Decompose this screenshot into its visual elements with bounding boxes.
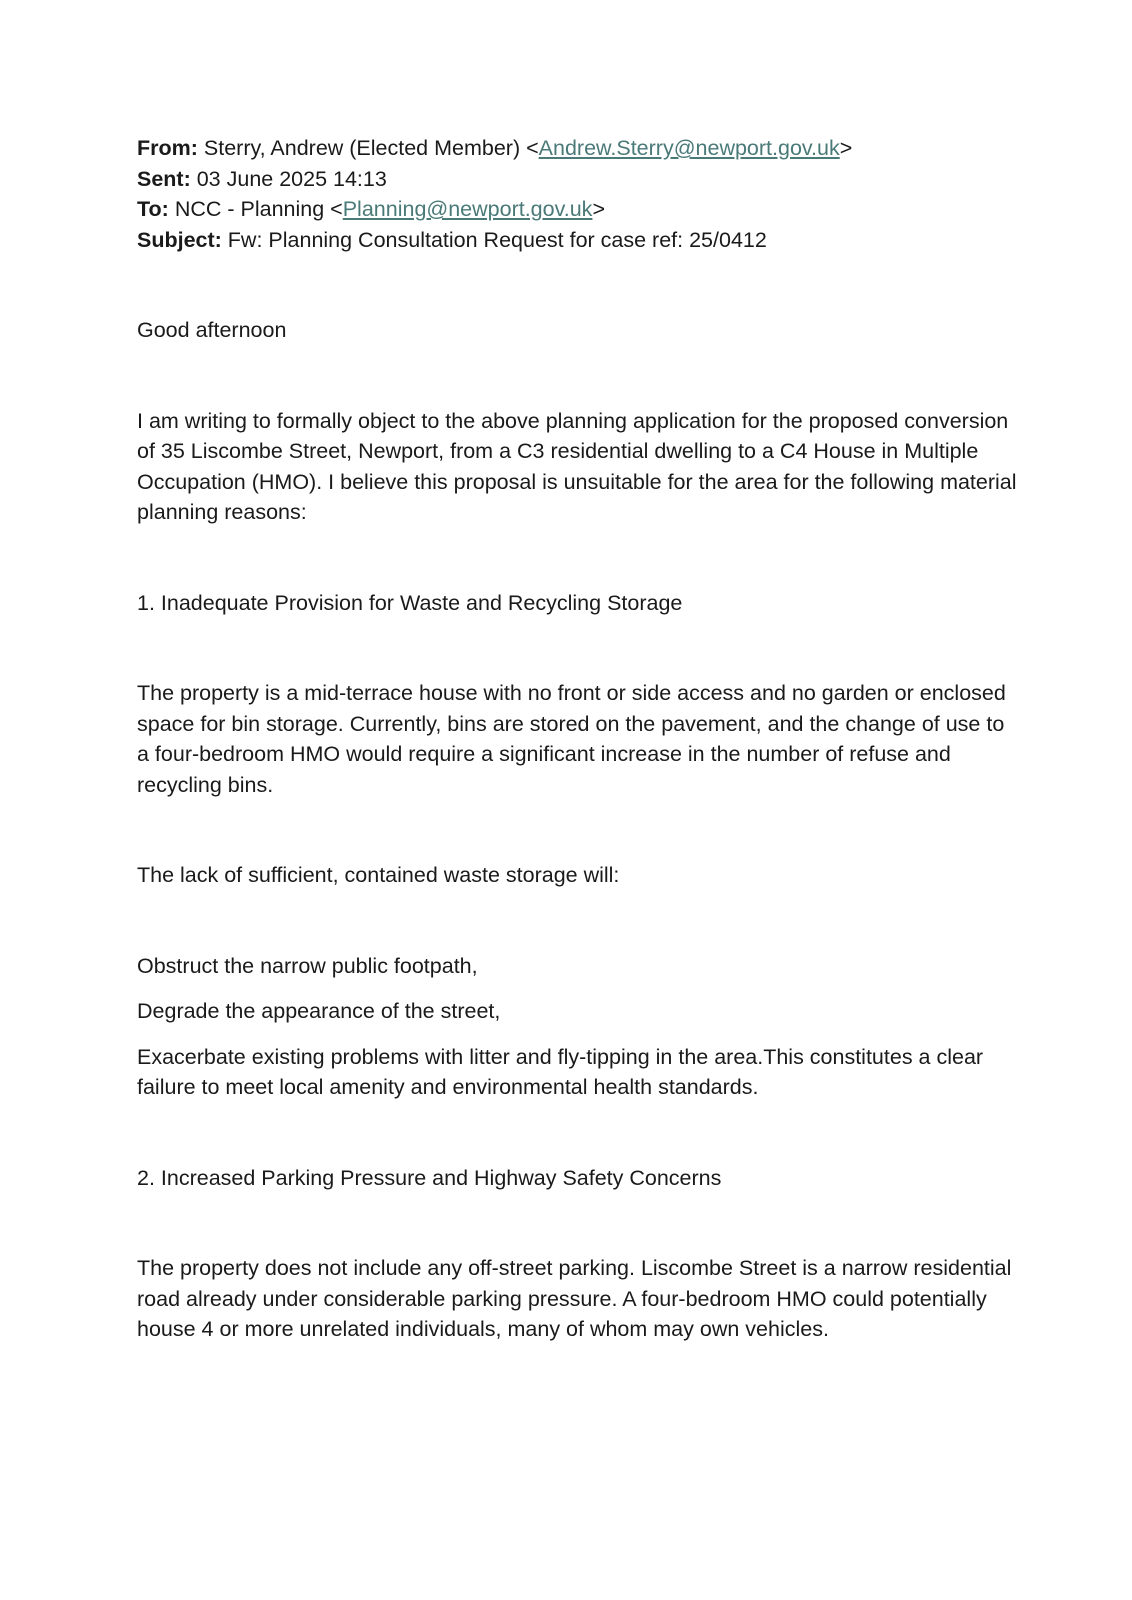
- section-1-lack-statement: The lack of sufficient, contained waste storage will:: [137, 863, 620, 887]
- list-item: Exacerbate existing problems with litter and fly-tipping in the area.This constitutes a clear failure to meet local amenity and environmental health standards.: [137, 1044, 984, 1099]
- subject-value: Fw: Planning Consultation Request for case ref: 25/0412: [221, 227, 767, 252]
- from-close: >: [839, 136, 853, 160]
- to-email-link[interactable]: Planning@newport.gov.uk: [342, 197, 593, 221]
- sent-line: [137, 164, 1017, 195]
- to-line: [137, 194, 1017, 225]
- to-close: >: [592, 197, 605, 221]
- sent-label: Sent:: [137, 166, 191, 191]
- from-email-link[interactable]: Andrew.Sterry@newport.gov.uk: [538, 136, 840, 160]
- email-header: [137, 133, 1017, 255]
- section-2-paragraph: The property does not include any off-street parking. Liscombe Street is a narrow residential road already under considerable parking pressure. A four-bedroom HMO could potentially house 4 or more unrelated individuals, many of whom may own vehicles.: [137, 1256, 1012, 1341]
- from-label: From:: [137, 136, 198, 160]
- list-item: Degrade the appearance of the street,: [137, 999, 501, 1023]
- sent-value: 03 June 2025 14:13: [190, 166, 387, 191]
- subject-line: [137, 225, 1017, 256]
- intro-paragraph: I am writing to formally object to the above planning application for the proposed conversion of 35 Liscombe Street, Newport, from a C3 residential dwelling to a C4 House in Multiple Occupation (HMO). I believe this proposal is unsuitable for the area for the following material planning reasons:: [137, 408, 1017, 524]
- section-2-heading: 2. Increased Parking Pressure and Highway Safety Concerns: [137, 1165, 722, 1190]
- greeting: Good afternoon: [137, 318, 287, 342]
- from-line: [137, 133, 1017, 164]
- from-name: Sterry, Andrew (Elected Member) <: [197, 136, 539, 160]
- to-label: To:: [137, 197, 169, 221]
- subject-label: Subject:: [137, 227, 222, 252]
- section-1-heading: 1. Inadequate Provision for Waste and Recycling Storage: [137, 590, 683, 615]
- section-1-points: [137, 951, 1017, 1103]
- section-1-paragraph: The property is a mid-terrace house with no front or side access and no garden or enclosed space for bin storage. Currently, bins are stored on the pavement, and the change of use to a four-bedroom HMO would require a significant increase in the number of refuse and recycling bins.: [137, 681, 1006, 797]
- email-document: [137, 133, 1017, 1345]
- list-item: Obstruct the narrow public footpath,: [137, 953, 478, 978]
- to-name: NCC - Planning <: [168, 197, 343, 221]
